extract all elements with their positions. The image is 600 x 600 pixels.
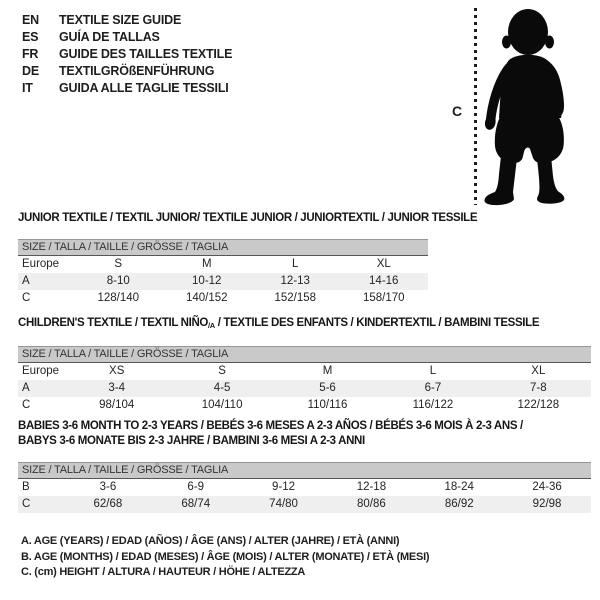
table-title: JUNIOR TEXTILE / TEXTIL JUNIOR/ TEXTILE JUNIOR / JUNIORTEXTIL / JUNIOR TESSILE bbox=[18, 212, 478, 224]
title-language-list bbox=[22, 11, 232, 96]
table-row-height bbox=[18, 290, 428, 307]
value-cell: 14-16 bbox=[369, 275, 399, 287]
junior-size-table bbox=[18, 212, 478, 307]
size-cell: L bbox=[292, 258, 299, 270]
value-cell: 24-36 bbox=[532, 481, 562, 493]
language-code: DE bbox=[22, 63, 39, 78]
row-label: Europe bbox=[22, 365, 60, 377]
baby-silhouette-icon bbox=[479, 6, 579, 208]
value-cell: 92/98 bbox=[532, 498, 562, 510]
table bbox=[18, 346, 591, 414]
title-part: / TEXTILE DES ENFANTS / KINDERTEXTIL / BAMBINI TESSILE bbox=[214, 317, 540, 329]
value-cell: 10-12 bbox=[192, 275, 222, 287]
size-cell: M bbox=[201, 258, 212, 270]
language-code: ES bbox=[22, 29, 39, 44]
value-cell: 110/116 bbox=[307, 399, 348, 411]
table-row-age bbox=[18, 273, 428, 290]
legend-note-c: C. (cm) HEIGHT / ALTURA / HAUTEUR / HÖHE / ALTEZZA bbox=[21, 566, 306, 578]
table-title-line1: BABIES 3-6 MONTH TO 2-3 YEARS / BEBÉS 3-6 MESES A 2-3 AÑOS / BÉBÉS 3-6 MOIS À 2-3 ANS / bbox=[18, 420, 523, 432]
size-cell: S bbox=[114, 258, 123, 270]
size-cell: XS bbox=[109, 365, 125, 377]
value-cell: 74/80 bbox=[269, 498, 298, 510]
value-cell: 18-24 bbox=[444, 481, 474, 493]
table-row-height bbox=[18, 496, 591, 513]
value-cell: 104/110 bbox=[201, 399, 243, 411]
value-cell: 3-6 bbox=[99, 481, 117, 493]
legend-note-a: A. AGE (YEARS) / EDAD (AÑOS) / ÂGE (ANS) / ALTER (JAHRE) / ETÀ (ANNI) bbox=[21, 535, 400, 547]
language-title: GUIDE DES TAILLES TEXTILE bbox=[59, 46, 233, 61]
value-cell: 116/122 bbox=[412, 399, 454, 411]
table bbox=[18, 239, 428, 307]
value-cell: 12-18 bbox=[356, 481, 387, 493]
value-cell: 80/86 bbox=[357, 498, 386, 510]
table bbox=[18, 462, 591, 513]
value-cell: 68/74 bbox=[181, 498, 211, 510]
size-header-row: SIZE / TALLA / TAILLE / GRÖSSE / TAGLIA bbox=[18, 346, 591, 363]
row-label: C bbox=[22, 498, 31, 510]
table-title-line2: BABYS 3-6 MONATE BIS 2-3 JAHRE / BAMBINI 3-6 MESI A 2-3 ANNI bbox=[18, 435, 365, 447]
table-row-europe bbox=[18, 256, 428, 273]
height-measure-line bbox=[474, 8, 477, 205]
value-cell: 4-5 bbox=[213, 382, 231, 394]
language-title: TEXTILE SIZE GUIDE bbox=[59, 12, 182, 27]
table-row-age bbox=[18, 380, 591, 397]
size-cell: XL bbox=[531, 365, 546, 377]
value-cell: 86/92 bbox=[444, 498, 474, 510]
language-row-es bbox=[22, 28, 232, 45]
size-header-row: SIZE / TALLA / TAILLE / GRÖSSE / TAGLIA bbox=[18, 462, 591, 479]
babies-size-table bbox=[18, 419, 591, 513]
language-code: EN bbox=[22, 12, 39, 27]
table-row-months bbox=[18, 479, 591, 496]
legend-notes bbox=[21, 534, 429, 581]
children-size-table bbox=[18, 317, 591, 414]
value-cell: 3-4 bbox=[108, 382, 126, 394]
value-cell: 8-10 bbox=[106, 275, 130, 287]
size-cell: S bbox=[218, 365, 226, 377]
size-header-row: SIZE / TALLA / TAILLE / GRÖSSE / TAGLIA bbox=[18, 239, 428, 256]
row-label: A bbox=[22, 275, 30, 287]
row-label: C bbox=[22, 399, 31, 411]
language-row-en bbox=[22, 11, 232, 28]
size-cell: M bbox=[322, 365, 333, 377]
language-row-it bbox=[22, 79, 232, 96]
title-subscript: /A bbox=[208, 321, 215, 330]
value-cell: 12-13 bbox=[280, 275, 310, 287]
size-cell: XL bbox=[376, 258, 391, 270]
language-title: TEXTILGRÖßENFÜHRUNG bbox=[59, 63, 215, 78]
table-row-europe bbox=[18, 363, 591, 380]
value-cell: 5-6 bbox=[319, 382, 336, 394]
language-row-fr bbox=[22, 45, 232, 62]
row-label: B bbox=[22, 481, 30, 493]
row-label: Europe bbox=[22, 258, 60, 270]
value-cell: 128/140 bbox=[97, 292, 140, 304]
table-row-height bbox=[18, 397, 591, 414]
language-title: GUÍA DE TALLAS bbox=[59, 29, 160, 44]
language-code: FR bbox=[22, 46, 39, 61]
title-part: CHILDREN'S TEXTILE / TEXTIL NIÑO bbox=[18, 317, 209, 329]
value-cell: 9-12 bbox=[272, 481, 296, 493]
value-cell: 158/170 bbox=[362, 292, 405, 304]
value-cell: 122/128 bbox=[517, 399, 560, 411]
language-title: GUIDA ALLE TAGLIE TESSILI bbox=[59, 80, 229, 95]
legend-note-b: B. AGE (MONTHS) / EDAD (MESES) / ÂGE (MOIS) / ALTER (MONATE) / ETÀ (MESI) bbox=[21, 550, 430, 563]
row-label: A bbox=[22, 382, 30, 394]
value-cell: 140/152 bbox=[185, 292, 228, 304]
value-cell: 98/104 bbox=[99, 399, 135, 411]
value-cell: 6-7 bbox=[424, 382, 442, 394]
table-title bbox=[18, 317, 591, 332]
height-marker-label: C bbox=[452, 103, 463, 119]
value-cell: 7-8 bbox=[530, 382, 547, 394]
value-cell: 6-9 bbox=[187, 481, 205, 493]
row-label: C bbox=[22, 292, 31, 304]
size-cell: L bbox=[429, 365, 437, 377]
value-cell: 62/68 bbox=[93, 498, 123, 510]
language-code: IT bbox=[22, 80, 33, 95]
value-cell: 152/158 bbox=[274, 292, 317, 304]
language-row-de bbox=[22, 62, 232, 79]
